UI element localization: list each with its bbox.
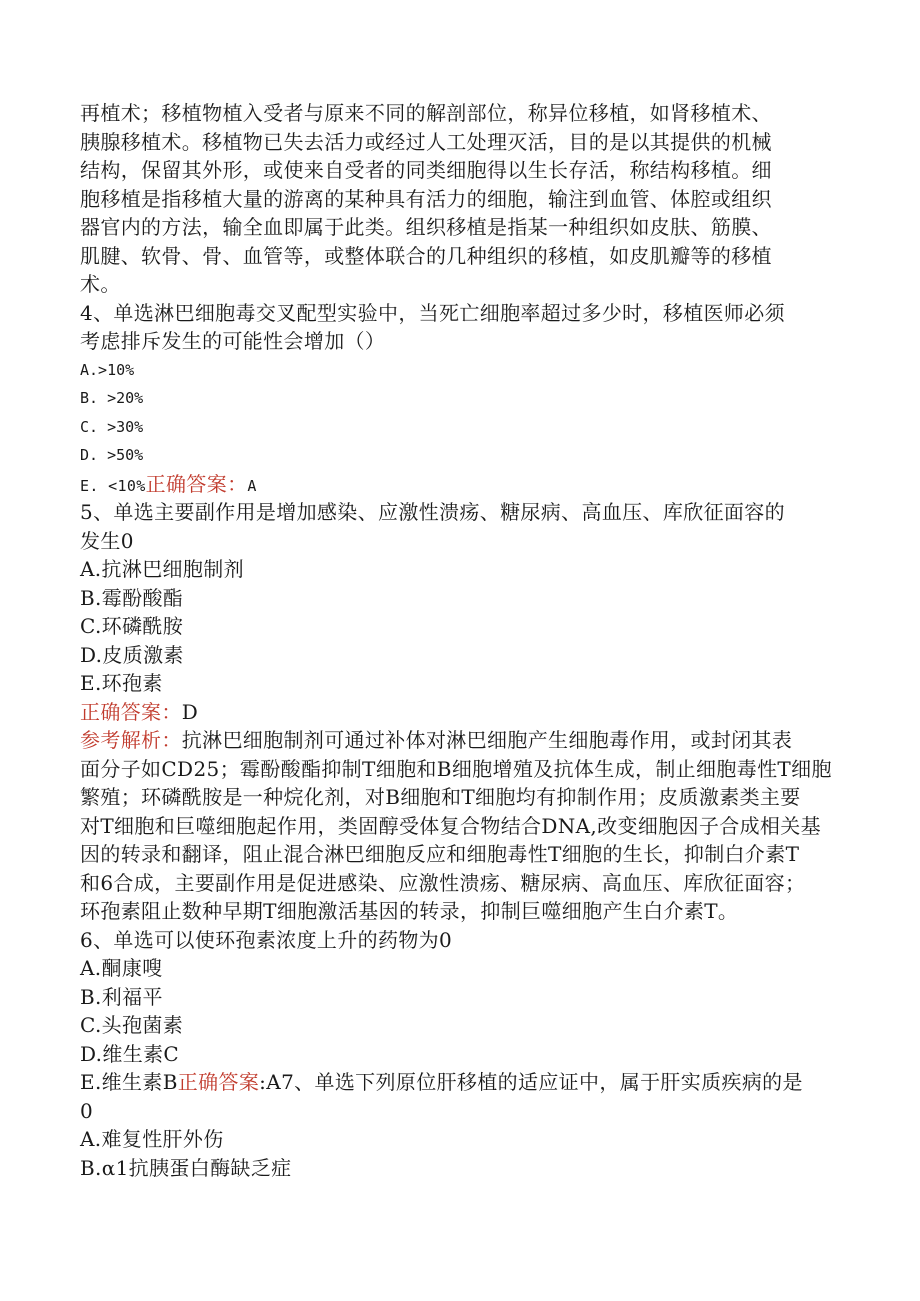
text-line: 器官内的方法，输全血即属于此类。组织移植是指某一种组织如皮肤、筋膜、 [80,215,772,239]
text-line: 胰腺移植术。移植物已失去活力或经过人工处理灭活，目的是以其提供的机械 [80,129,772,154]
question-4-option-e: E. <10% [80,476,146,495]
question-7-stem: 7、单选下列原位肝移植的适应证中，属于肝实质疾病的是 [281,1070,803,1094]
question-5-stem: 5、单选主要副作用是增加感染、应激性溃疡、糖尿病、高血压、库欣征面容的 [80,500,785,524]
question-5-analysis-line: 因的转录和翻译，阻止混合淋巴细胞反应和细胞毒性T细胞的生长，抑制白介素T [80,842,800,866]
question-6-option-e: E.维生素B [80,1070,178,1094]
question-5-answer-value: D [181,699,199,724]
question-4-option-e-row [80,470,850,499]
question-5-option-c: C.环磷酰胺 [80,614,184,638]
question-6-option-c: C.头孢菌素 [80,1013,184,1037]
question-5-analysis-row [80,726,850,755]
question-6-answer-value: :A [259,1070,282,1094]
question-6-option-d: D.维生素C [80,1041,180,1066]
question-7-option-b: B.α1抗胰蛋白酶缺乏症 [80,1155,292,1180]
question-5-analysis-line: 对T细胞和巨噬细胞起作用，类固醇受体复合物结合DNA,改变细胞因子合成相关基 [80,813,821,838]
question-5-option-e: E.环孢素 [80,671,163,695]
question-5-answer-label: 正确答案： [80,699,182,724]
question-6-option-e-row [80,1068,850,1097]
document-content [80,99,850,1182]
text-line: 胞移植是指移植大量的游离的某种具有活力的细胞，输注到血管、体腔或组织 [80,186,772,211]
question-6-stem: 6、单选可以使环孢素浓度上升的药物为0 [80,927,453,952]
question-4-stem: 考虑排斥发生的可能性会增加（） [80,329,386,353]
question-5-analysis-line: 环孢素阻止数种早期T细胞激活基因的转录，抑制巨噬细胞产生白介素T。 [80,899,739,923]
question-4-option-c: C. >30% [80,417,144,436]
question-5-option-b: B.霉酚酸酯 [80,585,184,610]
question-5-option-a: A.抗淋巴细胞制剂 [80,557,244,581]
question-7-option-a: A.难复性肝外伤 [80,1127,224,1151]
question-5-analysis-line: 繁殖；环磷酰胺是一种烷化剂，对B细胞和T细胞均有抑制作用；皮质激素类主要 [80,785,801,809]
question-5-analysis-line: 面分子如CD25；霉酚酸酯抑制T细胞和B细胞增殖及抗体生成，制止细胞毒性T细胞 [80,756,832,781]
question-6-option-a: A.酮康嗖 [80,956,163,980]
question-7-stem-cont: 0 [80,1098,94,1123]
question-4-answer-value: A [247,476,257,495]
question-4-option-d: D. >50% [80,446,144,464]
question-4-stem: 4、单选淋巴细胞毒交叉配型实验中，当死亡细胞率超过多少时，移植医师必须 [80,300,785,325]
question-4-option-b: B. >20% [80,389,144,407]
question-4-answer-label: 正确答案： [145,471,248,496]
question-5-analysis-label: 参考解析： [80,728,182,752]
question-5-analysis-line: 和6合成，主要副作用是促进感染、应激性溃疡、糖尿病、高血压、库欣征面容； [80,870,806,895]
question-5-option-d: D.皮质激素 [80,642,184,667]
question-5-analysis-text: 抗淋巴细胞制剂可通过补体对淋巴细胞产生细胞毒作用，或封闭其表 [181,728,793,752]
question-6-answer-label: 正确答案 [177,1070,260,1094]
text-line: 再植术；移植物植入受者与原来不同的解剖部位，称异位移植，如肾移植术、 [80,101,772,125]
question-4-option-a: A.>10% [80,360,135,379]
text-line: 肌腱、软骨、骨、血管等，或整体联合的几种组织的移植，如皮肌瓣等的移植 [80,243,772,268]
question-5-stem: 发生0 [80,528,134,553]
question-6-option-b: B.利福平 [80,984,163,1009]
question-5-answer-row [80,698,850,727]
text-line: 术。 [80,272,121,296]
text-line: 结构，保留其外形，或使来自受者的同类细胞得以生长存活，称结构移植。细 [80,158,772,182]
